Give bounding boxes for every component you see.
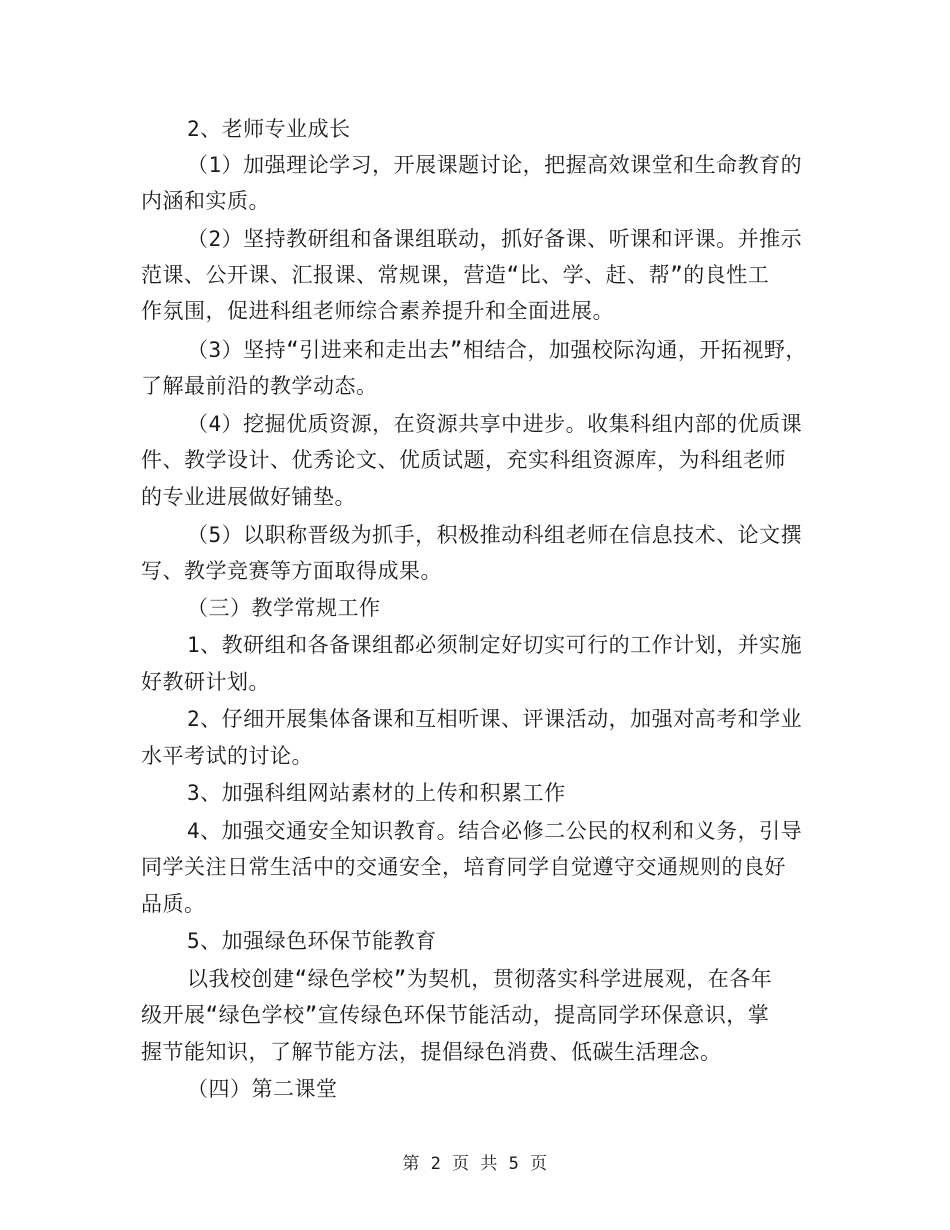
- paragraph-line: 4、加强交通安全知识教育。结合必修二公民的权利和义务，引导: [187, 819, 803, 843]
- paragraph-line: 写、教学竞赛等方面取得成果。: [141, 559, 442, 583]
- paragraph-line: 同学关注日常生活中的交通安全，培育同学自觉遵守交通规则的良好: [141, 855, 786, 879]
- paragraph-line: 握节能知识，了解节能方法，提倡绿色消费、低碳生活理念。: [141, 1040, 722, 1064]
- paragraph-line: 1、教研组和各备课组都必须制定好切实可行的工作计划，并实施: [187, 633, 803, 657]
- paragraph-line: 水平考试的讨论。: [141, 744, 313, 768]
- section-heading: 5、加强绿色环保节能教育: [187, 929, 437, 953]
- paragraph-line: （3）坚持“引进来和走出去”相结合，加强校际沟通，开拓视野，: [187, 338, 807, 362]
- paragraph-line: 范课、公开课、汇报课、常规课，营造“比、学、赶、帮”的良性工: [141, 263, 770, 287]
- paragraph-line: （4）挖掘优质资源，在资源共享中进步。收集科组内部的优质课: [187, 412, 803, 436]
- paragraph-line: （2）坚持教研组和备课组联动，抓好备课、听课和评课。并推示: [187, 227, 803, 251]
- paragraph-line: 件、教学设计、优秀论文、优质试题，充实科组资源库，为科组老师: [141, 448, 786, 472]
- paragraph-line: 的专业进展做好铺垫。: [141, 485, 356, 509]
- paragraph-line: 2、仔细开展集体备课和互相听课、评课活动，加强对高考和学业: [187, 707, 803, 731]
- section-heading: 2、老师专业成长: [187, 117, 351, 141]
- section-heading: （三）教学常规工作: [187, 596, 381, 620]
- paragraph-line: 以我校创建“绿色学校”为契机，贯彻落实科学进展观，在各年: [187, 967, 773, 991]
- paragraph-line: 3、加强科组网站素材的上传和积累工作: [187, 781, 566, 805]
- paragraph-line: 品质。: [141, 892, 206, 916]
- page-number-footer: 第 2 页 共 5 页: [402, 1154, 548, 1174]
- section-heading: （四）第二课堂: [187, 1077, 338, 1101]
- paragraph-line: 好教研计划。: [141, 670, 270, 694]
- paragraph-line: 了解最前沿的教学动态。: [141, 374, 378, 398]
- paragraph-line: 作氛围，促进科组老师综合素养提升和全面进展。: [141, 299, 614, 323]
- paragraph-line: 内涵和实质。: [141, 189, 270, 213]
- paragraph-line: （1）加强理论学习，开展课题讨论，把握高效课堂和生命教育的: [187, 153, 803, 177]
- paragraph-line: （5）以职称晋级为抓手，积极推动科组老师在信息技术、论文撰: [187, 523, 803, 547]
- paragraph-line: 级开展“绿色学校”宣传绿色环保节能活动，提高同学环保意识，掌: [141, 1003, 770, 1027]
